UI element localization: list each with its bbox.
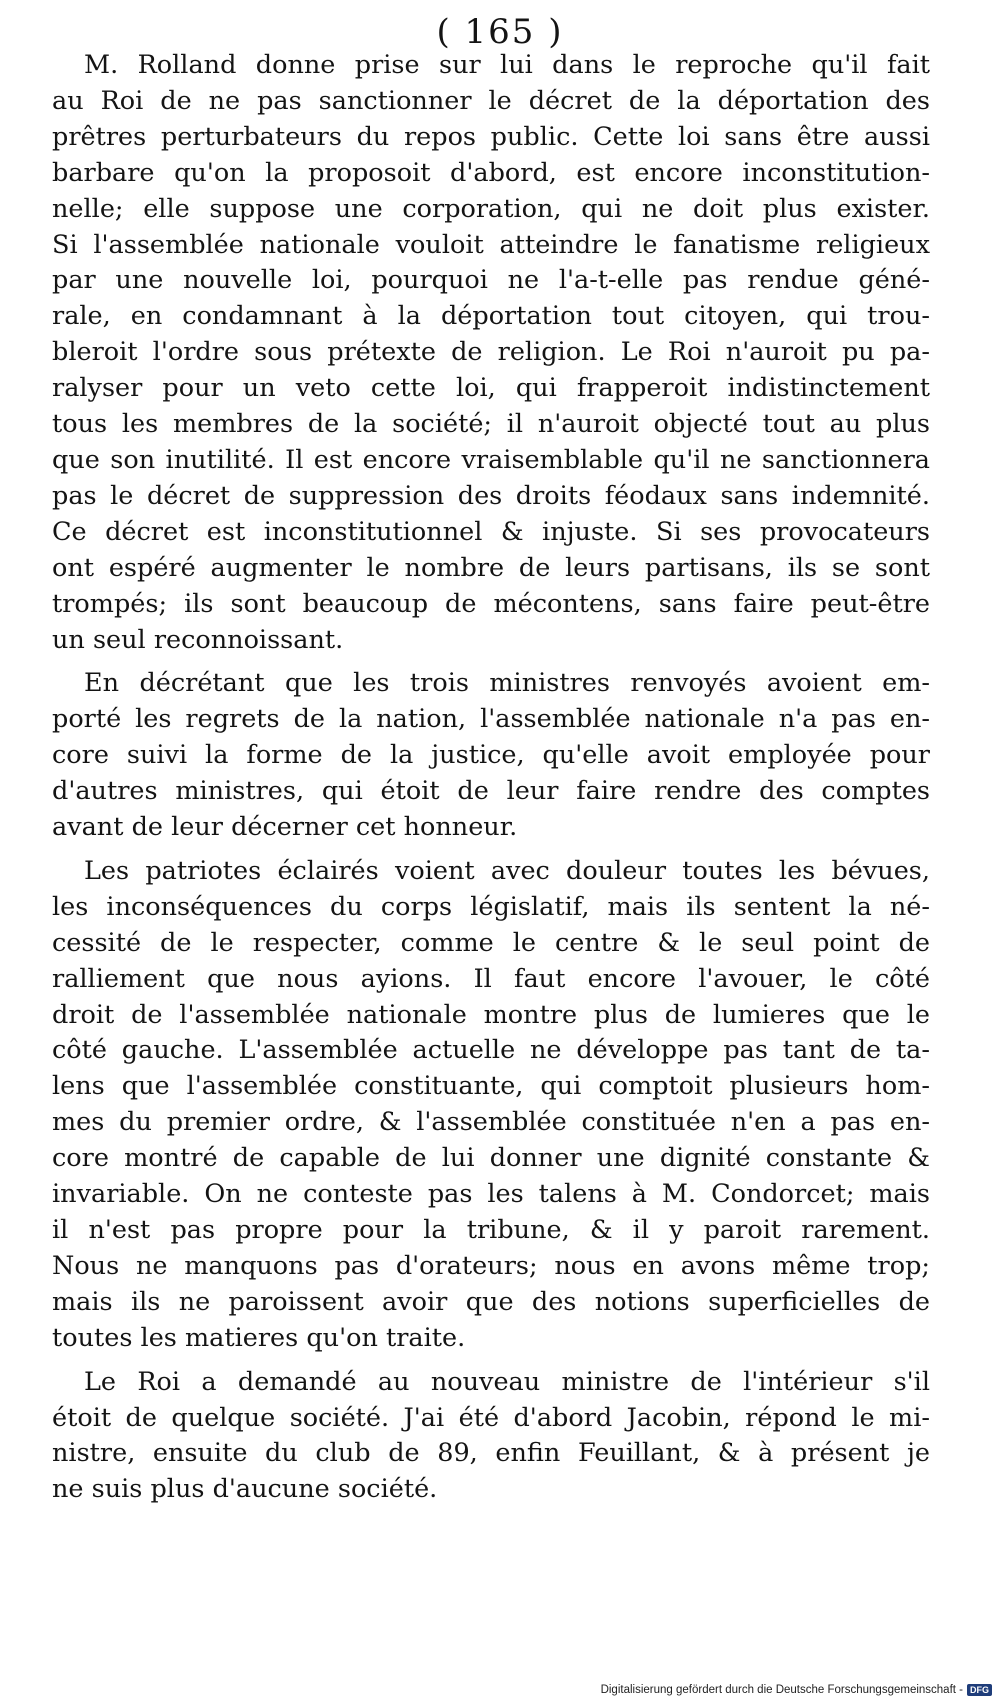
text-line: un seul reconnoissant. — [52, 624, 344, 655]
text-line: M. Rolland donne prise sur lui dans le reproche qu'il fait — [84, 50, 930, 80]
text-line: lens que l'assemblée constituante, qui comptoit plusieurs hom- — [52, 1071, 930, 1102]
text-line: droit de l'assemblée nationale montre plus de lumieres que le — [52, 999, 930, 1030]
text-line: nelle; elle suppose une corporation, qui ne doit plus exister. — [52, 193, 930, 224]
text-line: ralyser pour un veto cette loi, qui frapperoit indistinctement — [52, 373, 930, 404]
paragraph-3 — [52, 854, 930, 1357]
text-line: core montré de capable de lui donner une dignité constante & — [52, 1143, 930, 1174]
text-line: il n'est pas propre pour la tribune, & il y paroit rarement. — [52, 1215, 930, 1245]
text-line: mais ils ne paroissent avoir que des notions superficielles de — [52, 1286, 930, 1317]
paragraph-2 — [52, 666, 930, 846]
text-line: prêtres perturbateurs du repos public. Cette loi sans être aussi — [52, 121, 930, 152]
text-line: trompés; ils sont beaucoup de mécontens, sans faire peut-être — [52, 588, 930, 619]
text-line: toutes les matieres qu'on traite. — [52, 1322, 466, 1353]
text-line: ne suis plus d'aucune société. — [52, 1474, 438, 1505]
text-line: d'autres ministres, qui étoit de leur faire rendre des comptes — [52, 776, 930, 807]
text-line: En décrétant que les trois ministres renvoyés avoient em- — [84, 668, 930, 699]
page-number: ( 165 ) — [436, 12, 564, 52]
digitization-credit — [601, 1684, 992, 1696]
text-line: Les patriotes éclairés voient avec douleur toutes les bévues, — [84, 855, 930, 886]
text-line: au Roi de ne pas sanctionner le décret de la déportation des — [52, 85, 930, 116]
text-line: par une nouvelle loi, pourquoi ne l'a-t-elle pas rendue géné- — [52, 265, 930, 296]
text-line: Ce décret est inconstitutionnel & injuste. Si ses provocateurs — [52, 516, 930, 547]
text-line: nistre, ensuite du club de 89, enfin Feuillant, & à présent je — [52, 1438, 930, 1469]
text-line: étoit de quelque société. J'ai été d'abord Jacobin, répond le mi- — [52, 1402, 930, 1433]
dfg-logo: DFG — [967, 1684, 992, 1696]
paragraph-4 — [52, 1365, 930, 1509]
text-line: Nous ne manquons pas d'orateurs; nous en avons même trop; — [52, 1250, 930, 1281]
text-line: avant de leur décerner cet honneur. — [52, 812, 518, 843]
credit-text: Digitalisierung gefördert durch die Deutsche Forschungsgemeinschaft - — [600, 1684, 963, 1696]
text-line: ont espéré augmenter le nombre de leurs partisans, ils se sont — [52, 552, 930, 583]
text-line: tous les membres de la société; il n'auroit objecté tout au plus — [52, 409, 930, 440]
text-line: invariable. On ne conteste pas les talens à M. Condorcet; mais — [52, 1179, 930, 1210]
paragraph-1 — [52, 48, 930, 658]
text-line: barbare qu'on la proposoit d'abord, est encore inconstitution- — [52, 157, 930, 188]
text-line: bleroit l'ordre sous prétexte de religion. Le Roi n'auroit pu pa- — [52, 337, 930, 368]
text-line: que son inutilité. Il est encore vraisemblable qu'il ne sanctionnera — [52, 444, 930, 475]
text-line: cessité de le respecter, comme le centre & le seul point de — [52, 927, 930, 958]
text-line: rale, en condamnant à la déportation tout citoyen, qui trou- — [52, 301, 930, 332]
text-line: les inconséquences du corps législatif, mais ils sentent la né- — [52, 891, 930, 922]
text-line: pas le décret de suppression des droits féodaux sans indemnité. — [52, 480, 930, 511]
text-line: ralliement que nous ayions. Il faut encore l'avouer, le côté — [52, 963, 930, 994]
text-line: Le Roi a demandé au nouveau ministre de l'intérieur s'il — [84, 1366, 930, 1397]
text-line: côté gauche. L'assemblée actuelle ne développe pas tant de ta- — [52, 1035, 930, 1066]
text-line: core suivi la forme de la justice, qu'elle avoit employée pour — [52, 740, 930, 771]
page-text — [52, 48, 930, 1516]
text-line: porté les regrets de la nation, l'assemblée nationale n'a pas en- — [52, 704, 930, 735]
text-line: Si l'assemblée nationale vouloit atteindre le fanatisme religieux — [52, 229, 930, 260]
text-line: mes du premier ordre, & l'assemblée constituée n'en a pas en- — [52, 1107, 930, 1138]
